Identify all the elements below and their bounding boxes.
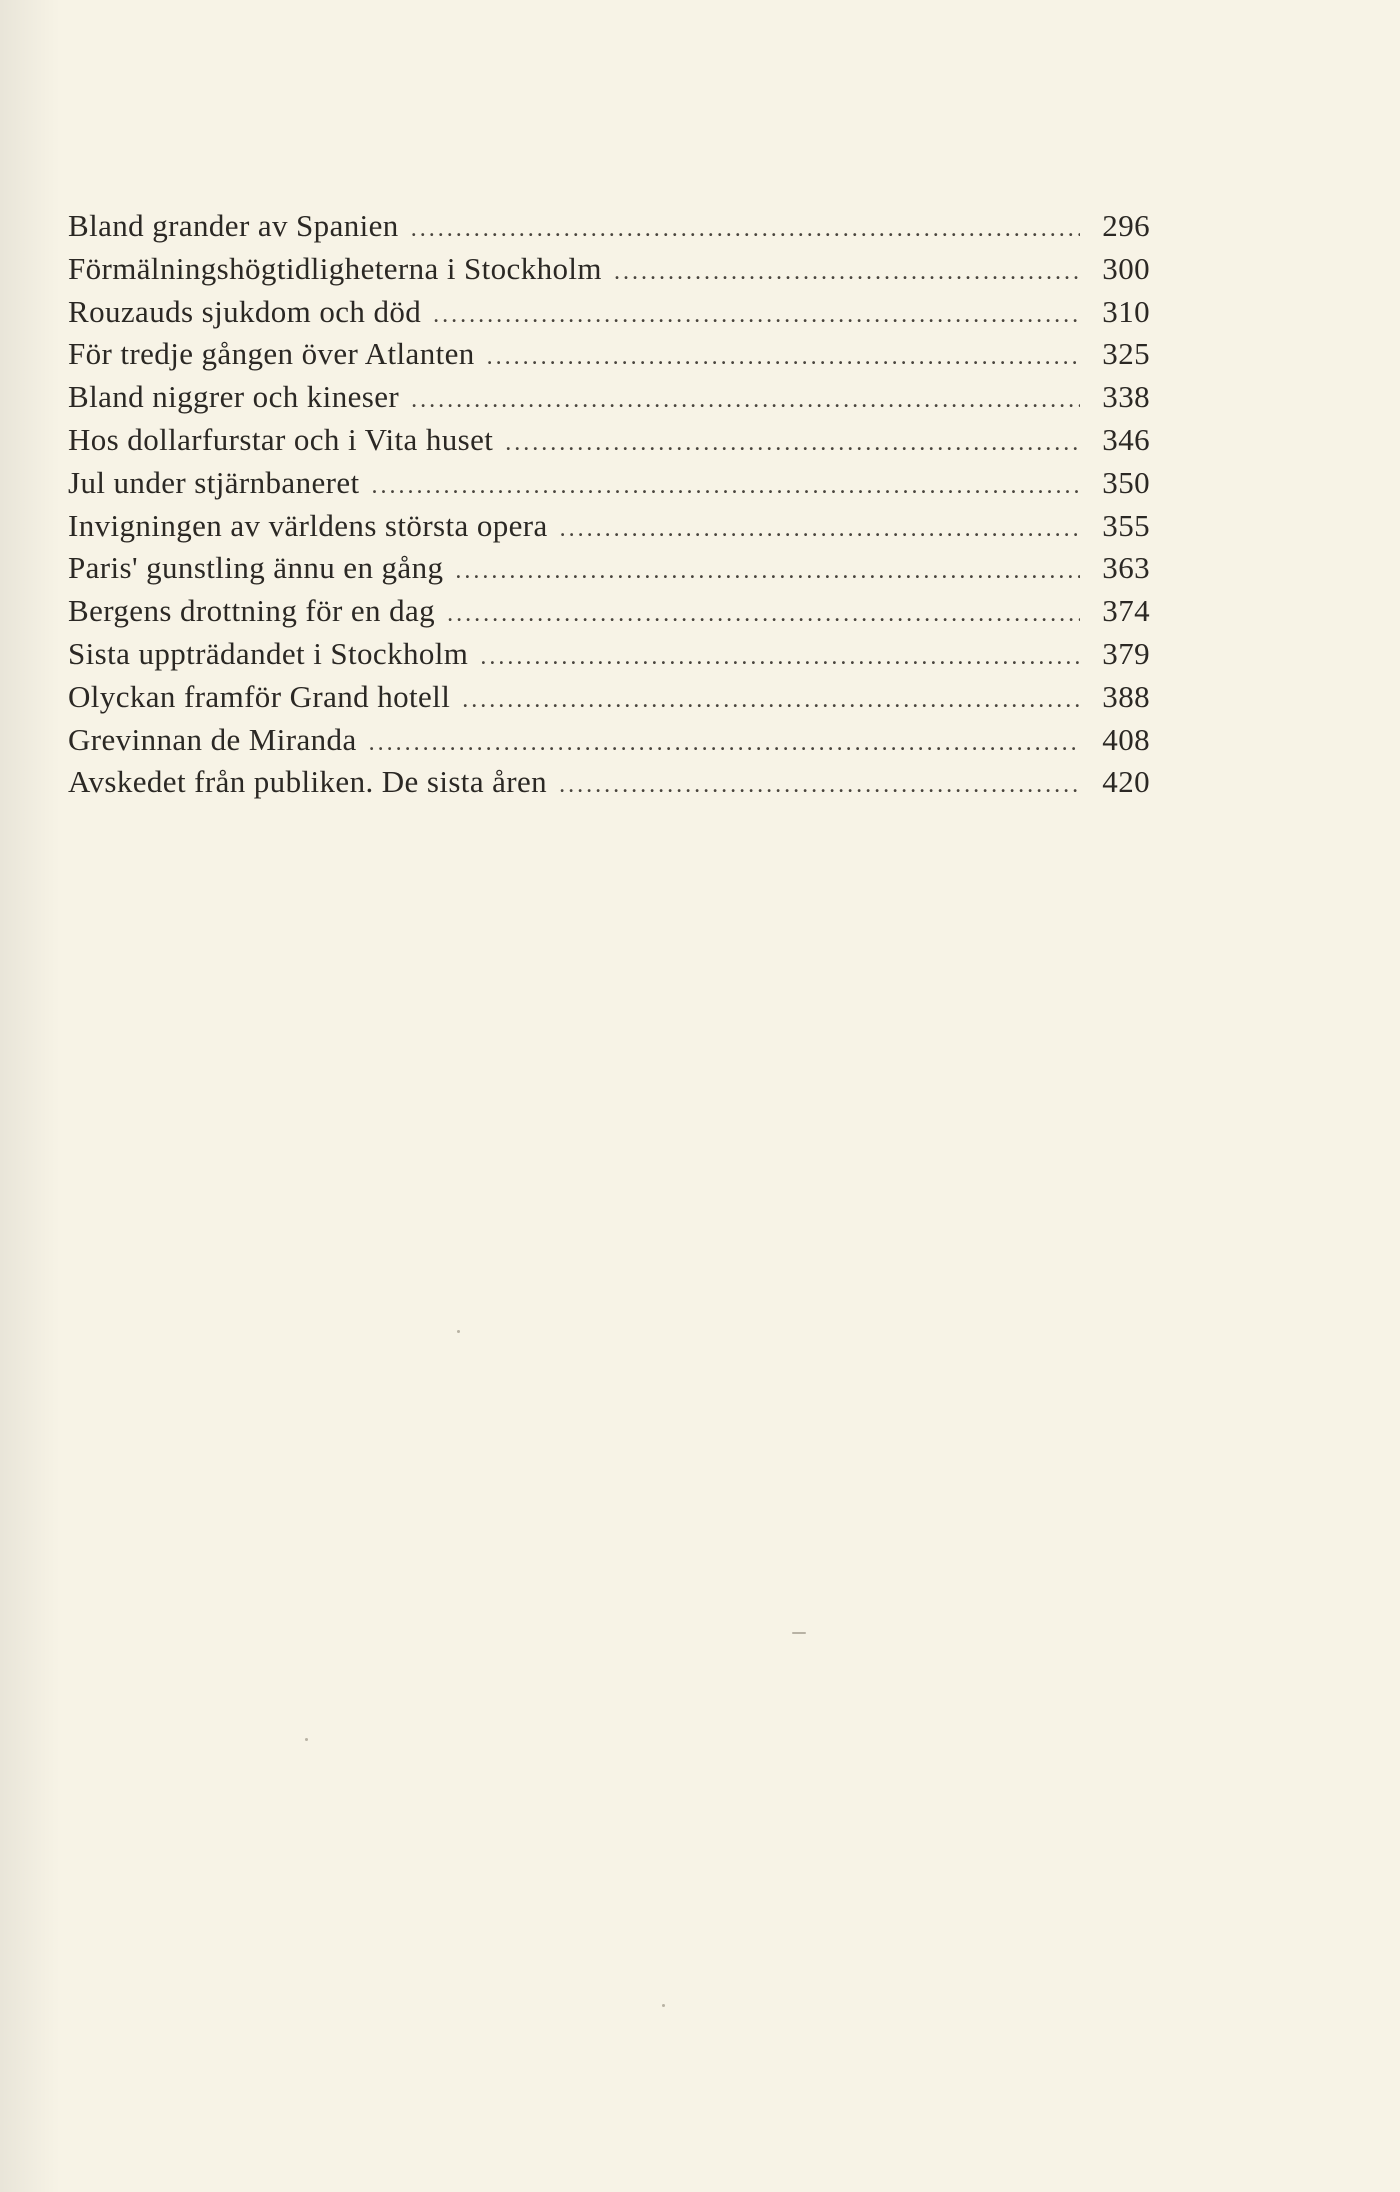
toc-entry-page: 379 — [1102, 635, 1150, 671]
dot-leader — [447, 593, 1080, 636]
toc-entry-title: Bland niggrer och kineser — [68, 379, 400, 415]
toc-entry-title: För tredje gången över Atlanten — [68, 336, 475, 372]
dot-leader — [411, 208, 1080, 251]
dot-leader — [560, 508, 1080, 551]
dot-leader — [505, 422, 1080, 465]
toc-entry-title: Sista uppträdandet i Stockholm — [68, 635, 469, 671]
dot-leader — [372, 465, 1080, 508]
dot-leader — [487, 336, 1080, 379]
page-edge-shadow — [0, 0, 60, 2192]
toc-entry-page: 420 — [1102, 764, 1150, 800]
toc-entry — [68, 205, 1150, 248]
dot-leader — [455, 550, 1080, 593]
toc-entry-title: Grevinnan de Miranda — [68, 721, 357, 757]
toc-entry-title: Förmälningshögtidligheterna i Stockholm — [68, 250, 602, 286]
toc-entry — [68, 590, 1150, 633]
toc-entry-title: Olyckan framför Grand hotell — [68, 678, 451, 714]
dot-leader — [369, 722, 1080, 765]
toc-entry-page: 325 — [1102, 336, 1150, 372]
toc-entry-page: 296 — [1102, 208, 1150, 243]
toc-entry-page: 408 — [1102, 721, 1150, 757]
toc-entry-page: 346 — [1102, 421, 1150, 457]
toc-entry — [68, 333, 1150, 376]
toc-entry-title: Hos dollarfurstar och i Vita huset — [68, 421, 494, 457]
toc-entry-page: 338 — [1102, 379, 1150, 415]
toc-entry — [68, 462, 1150, 505]
toc-entry-title: Bland grander av Spanien — [68, 208, 399, 243]
paper-speck — [457, 1330, 460, 1333]
toc-entry — [68, 761, 1150, 804]
paper-speck — [792, 1632, 806, 1634]
dot-leader — [433, 294, 1080, 337]
toc-entry — [68, 547, 1150, 590]
dot-leader — [480, 636, 1080, 679]
toc-entry-title: Invigningen av världens största opera — [68, 507, 548, 543]
dot-leader — [614, 251, 1080, 294]
toc-entry-page: 388 — [1102, 678, 1150, 714]
toc-entry-page: 310 — [1102, 293, 1150, 329]
toc-entry-title: Paris' gunstling ännu en gång — [68, 550, 444, 586]
toc-entry-page: 374 — [1102, 593, 1150, 629]
toc-entry — [68, 248, 1150, 291]
toc-entry — [68, 505, 1150, 548]
toc-entry — [68, 376, 1150, 419]
paper-speck — [305, 1738, 308, 1741]
toc-entry-page: 355 — [1102, 507, 1150, 543]
toc-entry — [68, 291, 1150, 334]
paper-speck — [662, 2004, 665, 2007]
dot-leader — [462, 679, 1080, 722]
toc-entry — [68, 719, 1150, 762]
toc-entry-title: Avskedet från publiken. De sista åren — [68, 764, 548, 800]
table-of-contents — [68, 205, 1150, 804]
toc-entry-page: 350 — [1102, 464, 1150, 500]
toc-entry-page: 300 — [1102, 250, 1150, 286]
toc-entry — [68, 676, 1150, 719]
dot-leader — [559, 764, 1080, 807]
toc-entry-title: Rouzauds sjukdom och död — [68, 293, 422, 329]
toc-entry-title: Bergens drottning för en dag — [68, 593, 436, 629]
toc-entry-page: 363 — [1102, 550, 1150, 586]
toc-entry — [68, 419, 1150, 462]
dot-leader — [411, 379, 1080, 422]
toc-entry-title: Jul under stjärnbaneret — [68, 464, 360, 500]
toc-entry — [68, 633, 1150, 676]
